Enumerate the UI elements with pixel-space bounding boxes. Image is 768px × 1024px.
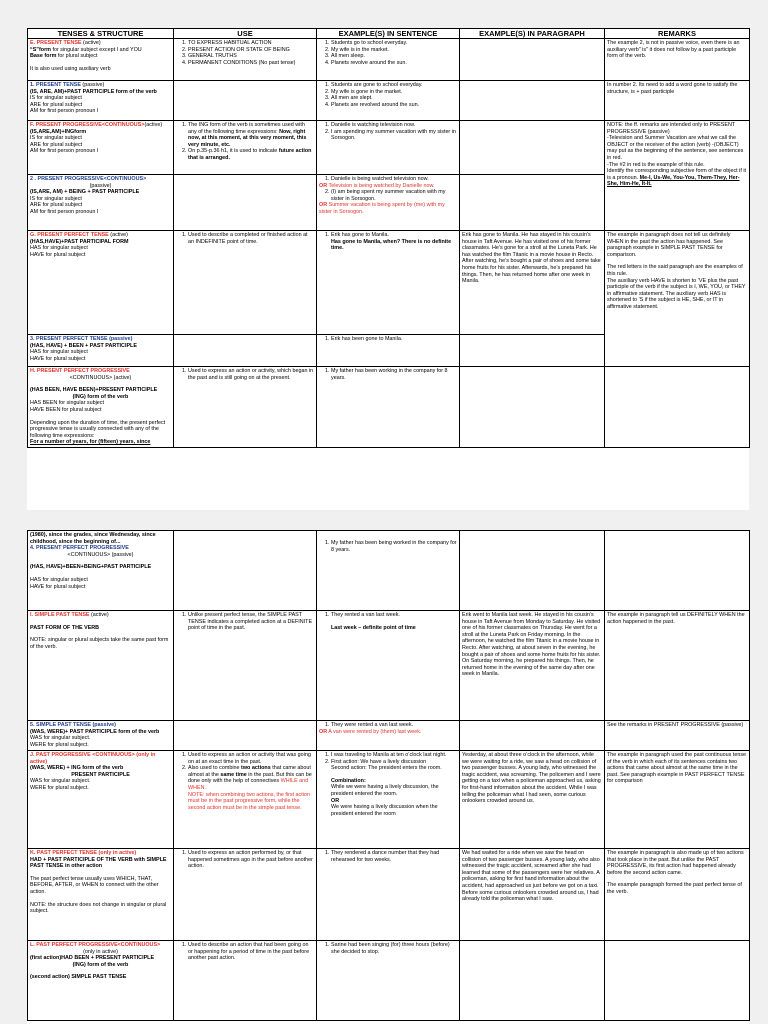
list-item: 1. Used to express an action or activity that was going on at an exact time in the past. xyxy=(188,752,314,765)
example-text: Second action: The president enters the room. xyxy=(331,765,442,772)
cell-structure xyxy=(28,611,174,721)
list-item: 4. PERMANENT CONDITIONS (No past tense) xyxy=(188,60,314,67)
cell-example-paragraph xyxy=(460,175,605,231)
cell-structure xyxy=(28,531,174,611)
example-text: While we were having a lively discussion, the president entered the room. xyxy=(331,784,439,797)
structure-formula: (ING) form of the verb xyxy=(72,961,129,968)
cell-structure xyxy=(28,121,174,175)
structure-text: IS for singular subject xyxy=(30,95,82,102)
structure-text: ARE for plural subject xyxy=(30,202,83,209)
cell-example-sentence xyxy=(317,231,460,335)
structure-formula: (IS, ARE, AM)+PAST PARTICIPLE form of the verb xyxy=(30,88,157,95)
header-use: USE xyxy=(174,29,317,39)
cell-example-sentence xyxy=(317,335,460,367)
structure-text: AM for first person pronoun I xyxy=(30,208,99,215)
structure-text: WERE for plural subject. xyxy=(30,784,89,791)
cell-use xyxy=(174,849,317,941)
table-row-present-perfect-progressive xyxy=(28,367,750,448)
cell-example-paragraph xyxy=(460,721,605,751)
voice-label: (passive) xyxy=(80,82,105,88)
remarks-text: The example in paragraph is also made up of two actions that took place in the past. But unlike the PAST PROGRESSIVE, its first action had happened already before the second action came. xyxy=(607,850,744,876)
cell-structure xyxy=(28,81,174,121)
structure-text: for plural subject xyxy=(56,53,98,60)
list-item: 1. They rendered a dance number that they had rehearsed for two weeks. xyxy=(331,850,457,863)
table-row-past-perfect xyxy=(28,849,750,941)
structure-formula: (ING) form of the verb xyxy=(72,393,129,400)
cell-remarks xyxy=(605,367,750,448)
table-row-past-perfect-progressive xyxy=(28,941,750,1021)
cell-structure xyxy=(28,231,174,335)
cell-example-sentence xyxy=(317,611,460,721)
use-text: The ING form of the verb is sometimes used with any of the following time expressions: xyxy=(188,122,305,135)
cell-remarks xyxy=(605,121,750,231)
use-text: that came about almost at the xyxy=(188,765,311,778)
tense-title: H. PRESENT PERFECT PROGRESSIVE xyxy=(30,368,130,374)
list-item: 4. Planets are revolved around the sun. xyxy=(331,102,457,109)
structure-text: ARE for plural subject xyxy=(30,101,83,108)
structure-formula: (IS,ARE, AM) + BEING + PAST PARTICIPLE xyxy=(30,189,140,196)
or-label: OR xyxy=(331,797,340,804)
structure-text: HAS for singular subject xyxy=(30,245,88,252)
page-2 xyxy=(27,530,749,1024)
structure-formula: PAST FORM OF THE VERB xyxy=(30,624,100,631)
structure-text: AM for first person pronoun I xyxy=(30,108,99,115)
structure-formula: (HAS BEEN, HAVE BEEN)+PRESENT PARTICIPLE xyxy=(30,387,158,394)
structure-text: ARE for plural subject xyxy=(30,141,83,148)
voice-label: <CONTINUOUS> (passive) xyxy=(67,551,134,558)
table-row-present-progressive xyxy=(28,121,750,175)
table-row-present-perfect xyxy=(28,231,750,335)
remarks-text: The example paragraph formed the past perfect tense of the verb. xyxy=(607,882,742,895)
list-item: 1. Students are gone to school everyday. xyxy=(331,82,457,89)
list-item xyxy=(188,765,314,811)
structure-text: IS for singular subject xyxy=(30,195,82,202)
structure-formula: (WAS, WERE) + ING form of the verb xyxy=(30,765,124,772)
or-label: OR xyxy=(319,182,328,189)
structure-text: for singular subject except I and YOU xyxy=(50,46,142,53)
cell-use xyxy=(174,39,317,81)
tense-title: G. PRESENT PERFECT TENSE xyxy=(30,232,109,238)
cell-example-paragraph xyxy=(460,121,605,175)
cell-structure xyxy=(28,39,174,81)
tense-table-page-1 xyxy=(27,28,750,448)
voice-label: (active) xyxy=(108,232,128,238)
cell-example-sentence xyxy=(317,721,460,751)
remarks-text: The example in paragraph does not tell us definitely WHEN in the past the action has happened. See paragraph example in SIMPLE PAST TENSE for comparison. xyxy=(607,232,731,258)
use-emphasis: future action that is arranged. xyxy=(188,148,312,161)
cell-remarks xyxy=(605,531,750,611)
tense-title: 4. PRESENT PERFECT PROGRESSIVE xyxy=(30,545,129,552)
list-item: 1. Erik has been gone to Manila. xyxy=(331,336,457,343)
structure-text: WERE for plural subject. xyxy=(30,741,89,748)
voice-label: <CONTINUOUS> (active) xyxy=(69,374,132,381)
cell-remarks: In number 2. Its need to add a word gone to satisfy the structure, is + past participle xyxy=(605,81,750,121)
structure-formula: (WAS, WERE)+ PAST PARTICIPLE form of the verb xyxy=(30,728,160,735)
cell-remarks: The example in paragraph used the past continuous tense of the verb in which each of its sentences contains two actions that came about almost at the same time in the past. See paragraph example in PAST PERFECT TENSE for comparison xyxy=(605,751,750,849)
list-item: 3. All men sleep. xyxy=(331,53,457,60)
cell-structure xyxy=(28,941,174,1021)
use-emphasis: WHILE and WHEN. xyxy=(188,778,309,791)
tense-title: E. PRESENT TENSE xyxy=(30,40,82,46)
example-emphasis: Combination: xyxy=(331,777,366,784)
structure-note: NOTE: singular or plural subjects take the same past form of the verb. xyxy=(30,637,169,650)
cell-example-paragraph xyxy=(460,531,605,611)
structure-text: WAS for singular subject. xyxy=(30,778,91,785)
tense-title: L. PAST PERFECT PROGRESSIVE<CONTINUOUS> xyxy=(30,942,161,948)
example-text: Summer vacation is being spent by (me) with my sister in Sorsogon. xyxy=(319,202,445,215)
example-text: A van were rented by (them) last week. xyxy=(328,728,422,735)
cell-example-sentence xyxy=(317,175,460,231)
cell-example-sentence xyxy=(317,531,460,611)
cell-structure xyxy=(28,335,174,367)
cell-example-paragraph: We had waited for a ride when we saw the head on collision of two passenger busses. A young lady, who also witnessed the tragic accident, screamed after she had learned that some of the passengers were her relatives. A policeman, asking for first hand information about the accident, had approached us just before we got on a taxi. Before some curious onlookers crowded around us, I had already told the policeman what I saw. xyxy=(460,849,605,941)
cell-remarks: The example in paragraph tell us DEFINITELY WHEN the action happened in the past. xyxy=(605,611,750,721)
structure-note: Depending upon the duration of time, the present perfect progressive tense is usually connected with any of the following time expressions: xyxy=(30,419,166,439)
tense-title: I. SIMPLE PAST TENSE xyxy=(30,612,90,618)
voice-label: (passive) xyxy=(89,182,112,189)
table-row-present-passive xyxy=(28,81,750,121)
list-item: 2. (I) am being spent my summer vacation with my sister in Sorsogon. xyxy=(331,189,457,202)
use-emphasis: Now, right now, at this moment, at this very moment, this very minute, etc. xyxy=(188,128,307,148)
list-item: 1. Sarine had been singing (for) three hours (before) she decided to stop. xyxy=(331,942,457,955)
voice-label: (active) xyxy=(81,40,101,46)
use-emphasis: two actions xyxy=(241,765,271,772)
list-item: 1. Danielle is watching television now. xyxy=(331,122,457,129)
cell-structure xyxy=(28,751,174,849)
use-text: in the past. But this can be done only with the help of connectives xyxy=(188,771,312,785)
example-text: First action: We have a lively discussion xyxy=(331,758,427,765)
tense-title: K. PAST PERFECT TENSE (only in active) xyxy=(30,850,137,856)
structure-formula: (second action) SIMPLE PAST TENSE xyxy=(30,974,127,981)
table-header-row xyxy=(28,29,750,39)
tense-title: 1. PRESENT TENSE xyxy=(30,82,81,88)
cell-use xyxy=(174,531,317,611)
cell-example-paragraph xyxy=(460,81,605,121)
use-note: NOTE: when combining two actions, the first action must be in the past progressive form, while the second action must be in the simple past tense. xyxy=(188,791,310,811)
list-item: 1. Students go to school everyday. xyxy=(331,40,457,47)
cell-example-sentence xyxy=(317,751,460,849)
header-tenses-structure: TENSES & STRUCTURE xyxy=(28,29,174,39)
tense-title: F. PRESENT PROGRESSIVE<CONTINUOUS> xyxy=(30,122,145,128)
list-item: 2. My wife is gone in the market. xyxy=(331,89,457,96)
list-item: 1. I was traveling to Manila at ten o’clock last night. xyxy=(331,752,457,759)
cell-use xyxy=(174,721,317,751)
voice-label: (active) xyxy=(89,612,109,618)
list-item: 1. My father has been working in the company for 8 years. xyxy=(331,368,457,381)
list-item: 3. All men are slept. xyxy=(331,95,457,102)
example-emphasis: Last week – definite point of time xyxy=(331,624,416,631)
structure-text: HAS for singular subject xyxy=(30,349,88,356)
example-text: Erik has gone to Manila. xyxy=(331,232,389,238)
list-item: 1. Unlike present perfect tense, the SIMPLE PAST TENSE indicates a completed action at a DEFINITE point of time in the past. xyxy=(188,612,314,632)
cell-example-paragraph: Erik has gone to Manila. He has stayed in his cousin’s house in Taft Avenue. He has visited one of his former classmates. He’s gone for a stroll at the Luneta Park. He has watched the film Titanic in a movie house in Recto. After watching, he’s bought a pair of shoes and some take home fruits for his sister. Afterwards, he’s prepared his things. Then, he has returned home after one week in Manila. xyxy=(460,231,605,335)
example-text: We were having a lively discussion when the president entered the room xyxy=(331,804,438,817)
list-item xyxy=(331,232,457,252)
cell-use xyxy=(174,941,317,1021)
structure-formula: (HAS,HAVE)+PAST PARTICIPAL FORM xyxy=(30,238,129,245)
or-label: OR xyxy=(319,728,328,735)
header-remarks: REMARKS xyxy=(605,29,750,39)
tense-title: 3. PRESENT PERFECT TENSE (passive) xyxy=(30,336,133,342)
cell-example-paragraph xyxy=(460,941,605,1021)
structure-formula: (HAS, HAVE) + BEEN + PAST PARTICIPLE xyxy=(30,342,137,349)
list-item: 1. TO EXPRESS HABITUAL ACTION xyxy=(188,40,314,47)
table-row-past-progressive xyxy=(28,751,750,849)
example-emphasis: Has gone to Manila, when? There is no definite time. xyxy=(331,238,452,252)
structure-text: HAVE for plural subject xyxy=(30,583,86,590)
remarks-emphasis: Me-I, Us-We, You-You, Them-They, Her-She, Him-He, It-It. xyxy=(607,174,740,188)
example-text: Television is being watched by Danielle now. xyxy=(328,182,435,189)
remarks-text: The red letters in the said paragraph are the examples of this rule. The auxiliary verb HAVE is shorten to ’VE plus the past participle of the verb if the subject is I, WE, YOU, or THEY in affirmative statement. The auxiliary verb HAS is shortened to ’S if the subject is HE, SHE, or IT in affirmative statement. xyxy=(607,264,746,310)
cell-use xyxy=(174,751,317,849)
cell-example-sentence xyxy=(317,81,460,121)
structure-note: NOTE: the structure does not change in singular or plural subject. xyxy=(30,901,167,915)
cell-use xyxy=(174,611,317,721)
cell-use xyxy=(174,335,317,367)
structure-emphasis: For a number of years, for (fifteen) years, since xyxy=(30,439,151,446)
cell-structure xyxy=(28,175,174,231)
list-item: 1. They rented a van last week. xyxy=(331,612,457,619)
tense-title: 2 . PRESENT PROGRESSIVE<CONTINUOUS> xyxy=(30,176,147,182)
cell-remarks: The example 2, is not in passive voice, even there is an auxiliary verb" is" it does not follow by a past participle form of the verb. xyxy=(605,39,750,81)
cell-example-paragraph xyxy=(460,39,605,81)
cell-structure xyxy=(28,721,174,751)
structure-text: HAVE for plural subject xyxy=(30,251,86,258)
cell-example-paragraph xyxy=(460,367,605,448)
table-row-present-tense xyxy=(28,39,750,81)
list-item: 2. My wife is in the market. xyxy=(331,47,457,54)
list-item: 1. Danielle is being watched television now. xyxy=(331,176,457,183)
table-row-simple-past xyxy=(28,611,750,721)
cell-structure xyxy=(28,367,174,448)
structure-formula: (IS,ARE,AM)+INGform xyxy=(30,128,87,135)
cell-use xyxy=(174,121,317,175)
structure-formula: HAD + PAST PARTICIPLE OF THE VERB with SIMPLE PAST TENSE in other action xyxy=(30,856,167,870)
cell-use xyxy=(174,175,317,231)
or-label: OR xyxy=(319,202,328,209)
header-example-sentence: EXAMPLE(S) IN SENTENCE xyxy=(317,29,460,39)
page-1 xyxy=(27,28,749,510)
structure-formula: (HAS, HAVE)+BEEN+BEING+PAST PARTICIPLE xyxy=(30,564,152,571)
list-item xyxy=(188,148,314,161)
cell-example-sentence xyxy=(317,367,460,448)
header-example-paragraph: EXAMPLE(S) IN PARAGRAPH xyxy=(460,29,605,39)
structure-text: HAVE BEEN for plural subject xyxy=(30,406,102,413)
cell-remarks xyxy=(605,941,750,1021)
cell-example-paragraph xyxy=(460,335,605,367)
cell-example-sentence xyxy=(317,39,460,81)
use-text: On p.35-p.36 h1, it is used to indicate xyxy=(188,148,279,155)
use-text: Also used to combine xyxy=(188,765,242,772)
structure-formula: (first action)HAD BEEN + PRESENT PARTICIPLE xyxy=(30,955,155,962)
list-item: 3. GENERAL TRUTHS xyxy=(188,53,314,60)
list-item: 4. Planets revolve around the sun. xyxy=(331,60,457,67)
cell-example-sentence xyxy=(317,121,460,175)
list-item: 1. Used to express an action or activity, which began in the past and is still going on at the present. xyxy=(188,368,314,381)
voice-label: (active) xyxy=(144,122,163,128)
list-item xyxy=(188,122,314,148)
cell-use xyxy=(174,81,317,121)
structure-emphasis: (1980), since the grades, since Wednesday, since childhood, since the beginning of... xyxy=(30,532,156,545)
list-item: 2. PRESENT ACTION OR STATE OF BEING xyxy=(188,47,314,54)
tense-table-page-2 xyxy=(27,530,750,1021)
table-row-present-perfect-progressive-passive xyxy=(28,531,750,611)
list-item: 1. Used to describe an action that had been going on or happening for a period of time in the past before another past action. xyxy=(188,942,314,962)
structure-note: It is also used using auxiliary verb xyxy=(30,65,111,72)
structure-text: WAS for singular subject. xyxy=(30,735,91,742)
structure-text: HAS for singular subject xyxy=(30,576,88,583)
cell-remarks xyxy=(605,849,750,941)
structure-term: “S”form xyxy=(30,46,51,53)
voice-label: (only in active) xyxy=(83,948,118,955)
list-item: 1. Used to express an action performed by, or that happened sometimes ago in the past before another action. xyxy=(188,850,314,870)
structure-note: The past perfect tense usually uses WHICH, THAT, BEFORE, AFTER, or WHEN to connect with the other action. xyxy=(30,875,159,895)
structure-term: Base form xyxy=(30,53,57,60)
structure-formula: PRESENT PARTICIPLE xyxy=(71,771,130,778)
tense-title: J. PAST PROGRESSIVE <CONTINUOUS> (only in active) xyxy=(30,752,156,765)
structure-text: HAVE for plural subject xyxy=(30,355,86,362)
cell-example-sentence xyxy=(317,849,460,941)
structure-text: IS for singular subject xyxy=(30,135,82,142)
cell-remarks xyxy=(605,231,750,367)
table-row-simple-past-passive xyxy=(28,721,750,751)
list-item: 1. Used to describe a completed or finished action at an INDEFINITE point of time. xyxy=(188,232,314,245)
use-emphasis: same time xyxy=(220,771,247,778)
cell-example-paragraph: Yesterday, at about three o’clock in the afternoon, while we were waiting for a ride, we saw a head on collision of two passenger busses. A young lady, who witnessed the tragic accident, was screaming. The policemen and I were getting on a taxi when a policeman approached us, asking for first-hand information about the accident. While I was telling the policeman what I had seen, some curious onlookers crowded around us. xyxy=(460,751,605,849)
list-item xyxy=(331,759,457,772)
structure-text: HAS BEEN for singular subject xyxy=(30,400,105,407)
list-item: 2. I am spending my summer vacation with my sister in Sorsogon. xyxy=(331,129,457,142)
structure-text: AM for first person pronoun I xyxy=(30,148,99,155)
tense-title: 5. SIMPLE PAST TENSE (passive) xyxy=(30,722,116,728)
cell-use xyxy=(174,367,317,448)
cell-example-sentence xyxy=(317,941,460,1021)
list-item: 1. My father has been being worked in the company for 8 years. xyxy=(331,540,457,553)
cell-example-paragraph: Erik went to Manila last week. He stayed in his cousin’s house in Taft Avenue from Monday to Saturday. He visited one of his former classmates on Thursday. He went for a stroll at the Luneta Park on Friday morning. In the afternoon, he watched the film Titanic in a movie house in Recto. After watching, at about seven in the evening, he bought a pair of shoes and some home fruits for his sister. On Saturday morning, he prepared his things. Then, he returned home in the evening of the same day after one week in Manila. xyxy=(460,611,605,721)
cell-use xyxy=(174,231,317,335)
remarks-text: NOTE: the ff. remarks are intended only to PRESENT PROGRESSIVE (passive) -Television and Summer Vacation are what we call the OBJECT or the receiver of the action (verb) -(OBJECT) may put as the beginning of the sentence, see sentences in red. -The #2 in red is the example of this rule. Identify the corresponding subjective form of the object if it is a pronoun. xyxy=(607,122,747,181)
list-item: 1. They were rented a van last week. xyxy=(331,722,457,729)
cell-structure xyxy=(28,849,174,941)
cell-remarks: See the remarks in PRESENT PROGRESSIVE (passive) xyxy=(605,721,750,751)
